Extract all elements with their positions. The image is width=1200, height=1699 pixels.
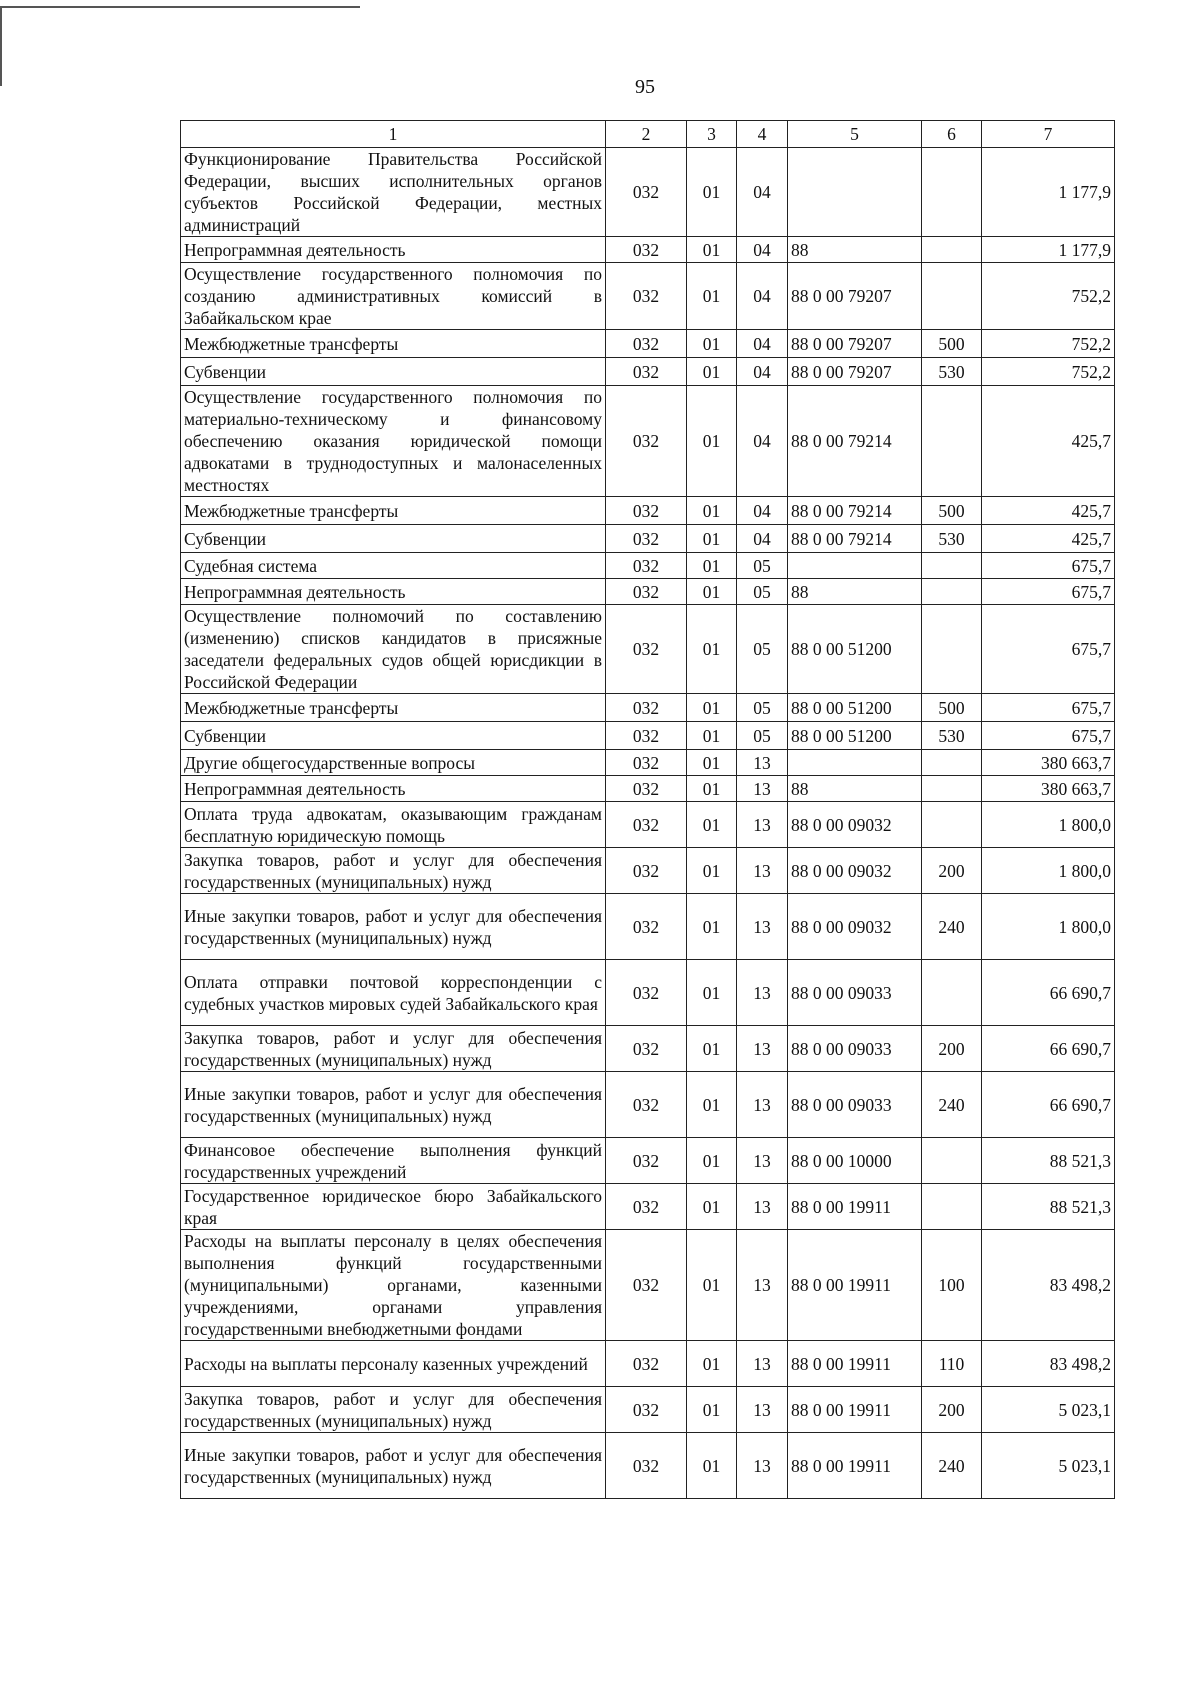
row-subsection-code: 05 — [737, 579, 788, 605]
row-name: Судебная система — [181, 553, 606, 579]
row-target-article: 88 0 00 09033 — [788, 1072, 922, 1138]
row-subsection-code: 13 — [737, 960, 788, 1026]
row-subsection-code: 13 — [737, 1341, 788, 1387]
row-amount: 425,7 — [982, 497, 1115, 525]
row-target-article: 88 0 00 10000 — [788, 1138, 922, 1184]
scan-edge-left — [0, 6, 2, 86]
row-subsection-code: 13 — [737, 1433, 788, 1499]
table-row — [181, 579, 1115, 605]
table-row — [181, 894, 1115, 960]
row-name: Непрограммная деятельность — [181, 579, 606, 605]
row-ved-code: 032 — [606, 1387, 687, 1433]
row-target-article: 88 0 00 79207 — [788, 330, 922, 358]
row-ved-code: 032 — [606, 148, 687, 237]
table-row — [181, 358, 1115, 386]
row-section-code: 01 — [687, 1184, 737, 1230]
row-amount: 88 521,3 — [982, 1138, 1115, 1184]
row-ved-code: 032 — [606, 802, 687, 848]
row-name: Субвенции — [181, 525, 606, 553]
row-amount: 1 177,9 — [982, 148, 1115, 237]
row-target-article: 88 0 00 51200 — [788, 694, 922, 722]
row-name: Иные закупки товаров, работ и услуг для обеспечения государственных (муниципальных) нужд — [181, 1433, 606, 1499]
row-expense-type: 100 — [922, 1230, 982, 1341]
row-name: Финансовое обеспечение выполнения функций государственных учреждений — [181, 1138, 606, 1184]
row-amount: 83 498,2 — [982, 1341, 1115, 1387]
row-name: Непрограммная деятельность — [181, 237, 606, 263]
row-name: Субвенции — [181, 358, 606, 386]
row-expense-type — [922, 605, 982, 694]
row-expense-type: 110 — [922, 1341, 982, 1387]
row-expense-type — [922, 750, 982, 776]
row-amount: 752,2 — [982, 263, 1115, 330]
row-subsection-code: 13 — [737, 1230, 788, 1341]
row-subsection-code: 13 — [737, 848, 788, 894]
row-section-code: 01 — [687, 263, 737, 330]
row-section-code: 01 — [687, 848, 737, 894]
row-ved-code: 032 — [606, 497, 687, 525]
row-amount: 83 498,2 — [982, 1230, 1115, 1341]
table-row — [181, 802, 1115, 848]
row-amount: 752,2 — [982, 358, 1115, 386]
table-row — [181, 1138, 1115, 1184]
table-row — [181, 1026, 1115, 1072]
row-amount: 88 521,3 — [982, 1184, 1115, 1230]
row-name: Межбюджетные трансферты — [181, 330, 606, 358]
row-expense-type — [922, 553, 982, 579]
row-target-article — [788, 750, 922, 776]
table-row — [181, 750, 1115, 776]
row-ved-code: 032 — [606, 1138, 687, 1184]
row-target-article: 88 0 00 51200 — [788, 722, 922, 750]
row-name: Иные закупки товаров, работ и услуг для обеспечения государственных (муниципальных) нужд — [181, 1072, 606, 1138]
table-row — [181, 1433, 1115, 1499]
row-name: Другие общегосударственные вопросы — [181, 750, 606, 776]
row-section-code: 01 — [687, 1138, 737, 1184]
row-subsection-code: 13 — [737, 1072, 788, 1138]
row-ved-code: 032 — [606, 1072, 687, 1138]
row-ved-code: 032 — [606, 894, 687, 960]
row-ved-code: 032 — [606, 386, 687, 497]
header-col-6: 6 — [922, 121, 982, 148]
page-number: 95 — [635, 76, 655, 98]
row-amount: 675,7 — [982, 605, 1115, 694]
table-row — [181, 497, 1115, 525]
row-expense-type — [922, 960, 982, 1026]
row-ved-code: 032 — [606, 263, 687, 330]
row-name: Непрограммная деятельность — [181, 776, 606, 802]
row-name: Закупка товаров, работ и услуг для обеспечения государственных (муниципальных) нужд — [181, 1387, 606, 1433]
row-target-article: 88 0 00 09032 — [788, 802, 922, 848]
row-subsection-code: 05 — [737, 553, 788, 579]
row-name: Осуществление полномочий по составлению (изменению) списков кандидатов в присяжные заседатели федеральных судов общей юрисдикции в Российской Федерации — [181, 605, 606, 694]
row-target-article: 88 0 00 19911 — [788, 1433, 922, 1499]
table-row — [181, 1072, 1115, 1138]
row-expense-type — [922, 802, 982, 848]
row-subsection-code: 04 — [737, 330, 788, 358]
row-target-article: 88 0 00 09033 — [788, 960, 922, 1026]
row-subsection-code: 04 — [737, 386, 788, 497]
row-expense-type — [922, 386, 982, 497]
row-section-code: 01 — [687, 894, 737, 960]
row-section-code: 01 — [687, 148, 737, 237]
row-subsection-code: 04 — [737, 358, 788, 386]
row-section-code: 01 — [687, 579, 737, 605]
row-target-article: 88 0 00 09033 — [788, 1026, 922, 1072]
row-expense-type: 530 — [922, 525, 982, 553]
row-name: Межбюджетные трансферты — [181, 694, 606, 722]
row-name: Иные закупки товаров, работ и услуг для обеспечения государственных (муниципальных) нужд — [181, 894, 606, 960]
row-amount: 5 023,1 — [982, 1387, 1115, 1433]
table-row — [181, 960, 1115, 1026]
table-row — [181, 330, 1115, 358]
row-subsection-code: 13 — [737, 776, 788, 802]
row-ved-code: 032 — [606, 848, 687, 894]
row-section-code: 01 — [687, 386, 737, 497]
table-header — [181, 121, 1115, 148]
row-ved-code: 032 — [606, 1230, 687, 1341]
table-row — [181, 148, 1115, 237]
row-amount: 675,7 — [982, 553, 1115, 579]
table-row — [181, 694, 1115, 722]
row-target-article: 88 — [788, 579, 922, 605]
row-amount: 380 663,7 — [982, 776, 1115, 802]
row-amount: 675,7 — [982, 722, 1115, 750]
row-ved-code: 032 — [606, 1026, 687, 1072]
row-expense-type: 530 — [922, 358, 982, 386]
row-target-article: 88 0 00 51200 — [788, 605, 922, 694]
row-expense-type — [922, 263, 982, 330]
table-row — [181, 386, 1115, 497]
row-expense-type — [922, 1184, 982, 1230]
row-section-code: 01 — [687, 330, 737, 358]
row-section-code: 01 — [687, 525, 737, 553]
row-subsection-code: 04 — [737, 263, 788, 330]
row-target-article — [788, 553, 922, 579]
row-target-article: 88 0 00 19911 — [788, 1230, 922, 1341]
row-ved-code: 032 — [606, 722, 687, 750]
scan-edge-top — [0, 6, 360, 8]
row-target-article — [788, 148, 922, 237]
row-subsection-code: 13 — [737, 1138, 788, 1184]
row-target-article: 88 — [788, 237, 922, 263]
row-amount: 66 690,7 — [982, 1026, 1115, 1072]
row-amount: 66 690,7 — [982, 960, 1115, 1026]
row-ved-code: 032 — [606, 1433, 687, 1499]
row-name: Осуществление государственного полномочия по созданию административных комиссий в Забайкальском крае — [181, 263, 606, 330]
row-expense-type — [922, 237, 982, 263]
row-section-code: 01 — [687, 694, 737, 722]
row-section-code: 01 — [687, 1341, 737, 1387]
row-subsection-code: 13 — [737, 750, 788, 776]
row-ved-code: 032 — [606, 330, 687, 358]
row-ved-code: 032 — [606, 237, 687, 263]
row-ved-code: 032 — [606, 358, 687, 386]
row-amount: 675,7 — [982, 694, 1115, 722]
row-section-code: 01 — [687, 1387, 737, 1433]
table-row — [181, 776, 1115, 802]
row-section-code: 01 — [687, 750, 737, 776]
row-target-article: 88 0 00 79214 — [788, 386, 922, 497]
row-amount: 425,7 — [982, 525, 1115, 553]
row-name: Расходы на выплаты персоналу в целях обеспечения выполнения функций государственными (муниципальными) органами, казенными учреждениями, органами управления государственными внебюджетными фондами — [181, 1230, 606, 1341]
row-expense-type: 500 — [922, 330, 982, 358]
header-col-2: 2 — [606, 121, 687, 148]
row-section-code: 01 — [687, 553, 737, 579]
row-ved-code: 032 — [606, 553, 687, 579]
row-target-article: 88 0 00 19911 — [788, 1184, 922, 1230]
row-subsection-code: 13 — [737, 1026, 788, 1072]
row-target-article: 88 0 00 09032 — [788, 894, 922, 960]
row-ved-code: 032 — [606, 605, 687, 694]
row-expense-type: 500 — [922, 694, 982, 722]
row-target-article: 88 0 00 09032 — [788, 848, 922, 894]
row-name: Оплата отправки почтовой корреспонденции с судебных участков мировых судей Забайкальского края — [181, 960, 606, 1026]
row-section-code: 01 — [687, 1433, 737, 1499]
row-ved-code: 032 — [606, 776, 687, 802]
row-amount: 5 023,1 — [982, 1433, 1115, 1499]
row-name: Субвенции — [181, 722, 606, 750]
row-target-article: 88 0 00 19911 — [788, 1387, 922, 1433]
row-expense-type: 200 — [922, 1026, 982, 1072]
table-row — [181, 605, 1115, 694]
row-subsection-code: 04 — [737, 525, 788, 553]
row-target-article: 88 0 00 79214 — [788, 525, 922, 553]
header-row — [181, 121, 1115, 148]
row-amount: 675,7 — [982, 579, 1115, 605]
row-section-code: 01 — [687, 722, 737, 750]
row-ved-code: 032 — [606, 1184, 687, 1230]
row-subsection-code: 05 — [737, 605, 788, 694]
row-name: Закупка товаров, работ и услуг для обеспечения государственных (муниципальных) нужд — [181, 848, 606, 894]
row-ved-code: 032 — [606, 960, 687, 1026]
row-target-article: 88 0 00 19911 — [788, 1341, 922, 1387]
row-subsection-code: 05 — [737, 694, 788, 722]
header-col-4: 4 — [737, 121, 788, 148]
row-amount: 1 800,0 — [982, 848, 1115, 894]
row-subsection-code: 13 — [737, 1387, 788, 1433]
row-expense-type: 530 — [922, 722, 982, 750]
row-subsection-code: 13 — [737, 802, 788, 848]
row-target-article: 88 0 00 79207 — [788, 263, 922, 330]
row-subsection-code: 13 — [737, 1184, 788, 1230]
table-row — [181, 722, 1115, 750]
row-subsection-code: 13 — [737, 894, 788, 960]
row-target-article: 88 0 00 79207 — [788, 358, 922, 386]
row-section-code: 01 — [687, 497, 737, 525]
row-expense-type — [922, 148, 982, 237]
row-expense-type: 200 — [922, 1387, 982, 1433]
budget-table — [180, 120, 1115, 1499]
header-col-3: 3 — [687, 121, 737, 148]
row-subsection-code: 05 — [737, 722, 788, 750]
row-subsection-code: 04 — [737, 148, 788, 237]
row-expense-type: 240 — [922, 1433, 982, 1499]
table-row — [181, 237, 1115, 263]
row-expense-type — [922, 579, 982, 605]
row-section-code: 01 — [687, 605, 737, 694]
row-ved-code: 032 — [606, 525, 687, 553]
table-row — [181, 553, 1115, 579]
row-amount: 380 663,7 — [982, 750, 1115, 776]
table-body — [181, 148, 1115, 1499]
row-expense-type — [922, 1138, 982, 1184]
table-row — [181, 1230, 1115, 1341]
header-col-5: 5 — [788, 121, 922, 148]
row-section-code: 01 — [687, 1230, 737, 1341]
row-amount: 1 800,0 — [982, 802, 1115, 848]
row-subsection-code: 04 — [737, 497, 788, 525]
row-section-code: 01 — [687, 960, 737, 1026]
row-section-code: 01 — [687, 802, 737, 848]
row-section-code: 01 — [687, 358, 737, 386]
row-ved-code: 032 — [606, 1341, 687, 1387]
row-amount: 66 690,7 — [982, 1072, 1115, 1138]
header-col-1: 1 — [181, 121, 606, 148]
row-expense-type: 240 — [922, 894, 982, 960]
row-amount: 425,7 — [982, 386, 1115, 497]
row-name: Государственное юридическое бюро Забайкальского края — [181, 1184, 606, 1230]
row-target-article: 88 0 00 79214 — [788, 497, 922, 525]
row-expense-type: 240 — [922, 1072, 982, 1138]
row-ved-code: 032 — [606, 694, 687, 722]
row-amount: 1 177,9 — [982, 237, 1115, 263]
header-col-7: 7 — [982, 121, 1115, 148]
row-expense-type: 200 — [922, 848, 982, 894]
row-expense-type: 500 — [922, 497, 982, 525]
row-section-code: 01 — [687, 776, 737, 802]
table-row — [181, 1184, 1115, 1230]
row-name: Оплата труда адвокатам, оказывающим гражданам бесплатную юридическую помощь — [181, 802, 606, 848]
table-row — [181, 525, 1115, 553]
table-row — [181, 848, 1115, 894]
row-amount: 752,2 — [982, 330, 1115, 358]
row-expense-type — [922, 776, 982, 802]
row-name: Расходы на выплаты персоналу казенных учреждений — [181, 1341, 606, 1387]
row-ved-code: 032 — [606, 750, 687, 776]
table-row — [181, 1341, 1115, 1387]
row-target-article: 88 — [788, 776, 922, 802]
row-section-code: 01 — [687, 1026, 737, 1072]
row-section-code: 01 — [687, 237, 737, 263]
table-row — [181, 263, 1115, 330]
table-row — [181, 1387, 1115, 1433]
row-subsection-code: 04 — [737, 237, 788, 263]
row-section-code: 01 — [687, 1072, 737, 1138]
row-amount: 1 800,0 — [982, 894, 1115, 960]
row-name: Межбюджетные трансферты — [181, 497, 606, 525]
row-name: Закупка товаров, работ и услуг для обеспечения государственных (муниципальных) нужд — [181, 1026, 606, 1072]
row-name: Функционирование Правительства Российской Федерации, высших исполнительных органов субъектов Российской Федерации, местных администраций — [181, 148, 606, 237]
row-ved-code: 032 — [606, 579, 687, 605]
row-name: Осуществление государственного полномочия по материально-техническому и финансовому обеспечению оказания юридической помощи адвокатами в труднодоступных и малонаселенных местностях — [181, 386, 606, 497]
